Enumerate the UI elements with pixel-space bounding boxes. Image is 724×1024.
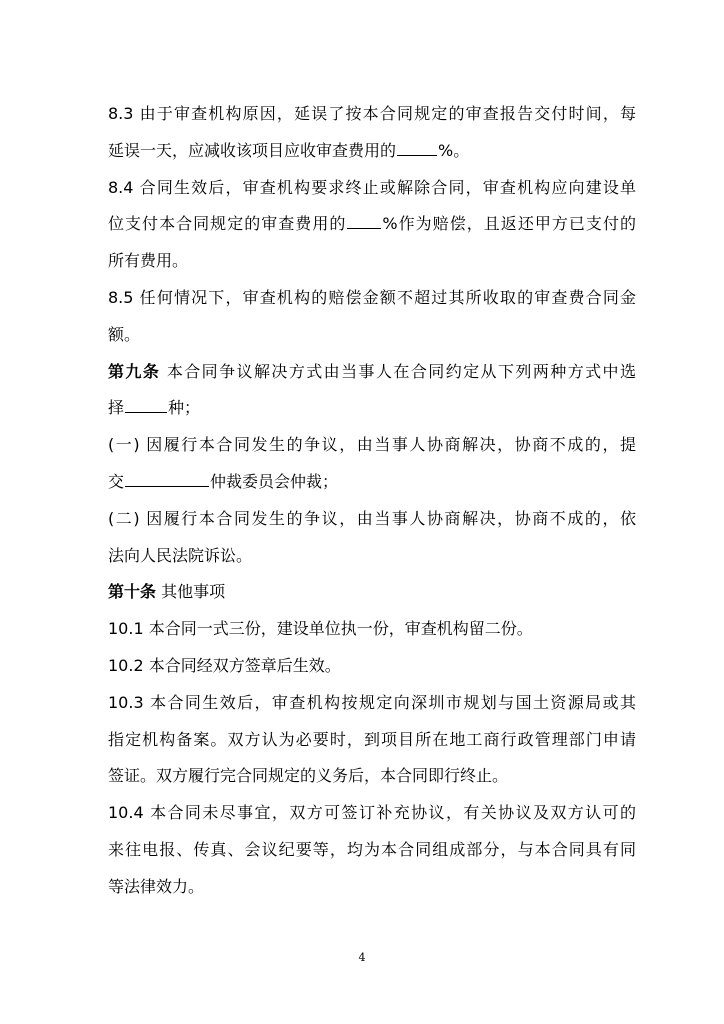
clause-10-4-text-3: 等法律效力。 (108, 876, 205, 896)
clause-10-4-text-1: 10.4 本合同未尽事宜，双方可签订补充协议，有关协议及双方认可的 (108, 803, 636, 823)
fill-in-blank-method-choice (125, 411, 167, 413)
clause-8-3-line-2 (108, 133, 636, 170)
clause-8-4-text-2b: %作为赔偿，且返还甲方已支付的 (382, 214, 636, 234)
article-9-option-2-line-2 (108, 538, 636, 575)
clause-8-3-text-2b: %。 (438, 140, 470, 160)
clause-8-5-line-1 (108, 280, 636, 317)
article-9-option-1-text-2b: 仲裁委员会仲裁； (210, 471, 339, 491)
article-9-option-2-line-1 (108, 501, 636, 538)
clause-8-3-text-1: 8.3 由于审查机构原因，延误了按本合同规定的审查报告交付时间，每 (108, 104, 636, 123)
clause-10-1-text: 10.1 本合同一式三份，建设单位执一份，审查机构留二份。 (108, 619, 533, 639)
clause-10-3-text-2: 指定机构备案。双方认为必要时，到项目所在地工商行政管理部门申请 (108, 729, 636, 749)
article-10-heading: 第十条 (108, 582, 157, 602)
page-number: 4 (358, 951, 366, 964)
clause-10-4-text-2: 来往电报、传真、会议纪要等，均为本合同组成部分，与本合同具有同 (108, 839, 636, 859)
clause-10-3-text-1: 10.3 本合同生效后，审查机构按规定向深圳市规划与国土资源局或其 (108, 692, 636, 712)
clause-8-3-line-1 (108, 96, 636, 133)
article-9-option-1-line-1 (108, 427, 636, 464)
fill-in-blank-arbitration-commission (125, 485, 209, 487)
clause-8-3-text-2a: 延误一天，应减收该项目应收审查费用的 (108, 140, 397, 160)
clause-8-4-text-2a: 位支付本合同规定的审查费用的 (108, 214, 347, 234)
article-9-option-1-line-2 (108, 464, 636, 501)
clause-8-4-line-2 (108, 206, 636, 243)
fill-in-blank-delay-percent (397, 154, 437, 156)
article-9-line-2 (108, 390, 636, 427)
article-10-title: 其他事项 (156, 582, 226, 602)
clause-8-5-text-2: 额。 (108, 324, 141, 344)
article-9-option-2-text-2: 法向人民法院诉讼。 (108, 545, 253, 565)
clause-10-4-line-1 (108, 795, 636, 832)
article-9-option-1-text-1: (一) 因履行本合同发生的争议，由当事人协商解决，协商不成的，提 (108, 435, 636, 455)
article-9-text-2a: 择 (108, 398, 125, 418)
clause-10-2-text: 10.2 本合同经双方签章后生效。 (108, 655, 341, 675)
article-9-option-1-text-2a: 交 (108, 471, 125, 491)
clause-10-3-line-1 (108, 685, 636, 722)
clause-10-3-line-3 (108, 758, 636, 795)
clause-8-4-text-3: 所有费用。 (108, 251, 189, 271)
clause-10-3-text-3: 签证。双方履行完合同规定的义务后，本合同即行终止。 (108, 766, 509, 786)
clause-8-5-text-1: 8.5 任何情况下，审查机构的赔偿金额不超过其所收取的审查费合同金 (108, 287, 636, 307)
clause-8-4-line-1 (108, 170, 636, 207)
clause-10-4-line-3 (108, 869, 636, 906)
clause-8-4-text-1: 8.4 合同生效后，审查机构要求终止或解除合同，审查机构应向建设单 (108, 177, 636, 197)
clause-10-3-line-2 (108, 722, 636, 759)
document-body (108, 96, 636, 906)
clause-10-4-line-2 (108, 832, 636, 869)
clause-10-2-line (108, 648, 636, 685)
article-10-heading-line (108, 574, 636, 611)
article-9-text-2b: 种； (168, 398, 201, 418)
article-9-text-1: 本合同争议解决方式由当事人在合同约定从下列两种方式中选 (160, 361, 636, 381)
article-9-heading: 第九条 (108, 361, 161, 381)
clause-8-5-line-2 (108, 317, 636, 354)
article-9-line-1 (108, 354, 636, 391)
clause-10-1-line (108, 611, 636, 648)
fill-in-blank-compensation-percent (347, 227, 381, 229)
clause-8-4-line-3 (108, 243, 636, 280)
article-9-option-2-text-1: (二) 因履行本合同发生的争议，由当事人协商解决，协商不成的，依 (108, 508, 636, 528)
